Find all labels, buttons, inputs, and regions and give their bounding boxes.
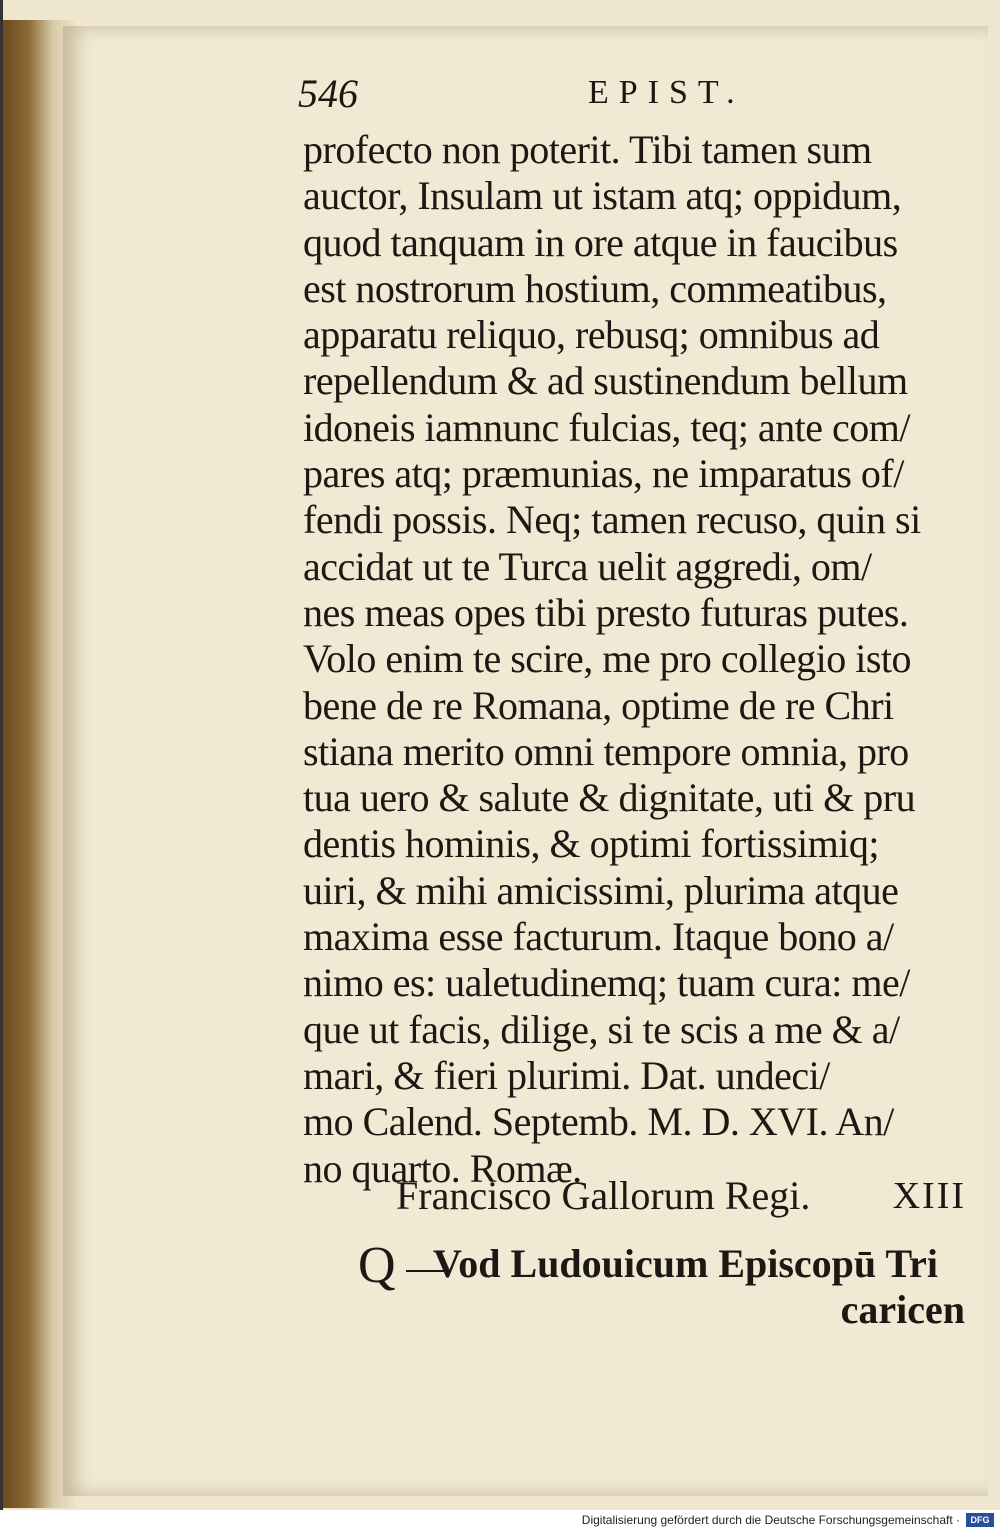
text-line: idoneis iamnunc fulcias, teq; ante com/ [303, 404, 910, 450]
text-line: fendi possis. Neq; tamen recuso, quin si [303, 497, 921, 543]
dfg-logo: DFG [966, 1513, 994, 1527]
incipit-text: Vod Ludouicum Episcopū Tri [433, 1241, 939, 1286]
initial-letter: Q [358, 1237, 396, 1294]
text-line: dentis hominis, & optimi fortissimiq; [303, 821, 879, 867]
incipit-continuation: caricen [840, 1287, 965, 1332]
text-line: accidat ut te Turca uelit aggredi, om/ [303, 543, 872, 589]
text-line: profecto non poterit. Tibi tamen sum [303, 127, 872, 172]
text-line: maxima esse facturum. Itaque bono a/ [303, 914, 894, 960]
text-line: stiana merito omni tempore omnia, pro [303, 728, 909, 774]
text-line: nes meas opes tibi presto futuras putes. [303, 589, 909, 635]
text-line: mo Calend. Septemb. M. D. XVI. An/ [303, 1099, 894, 1145]
text-line: tua uero & salute & dignitate, uti & pru [303, 775, 916, 821]
footer-bar [0, 1510, 1000, 1532]
letter-recipient: Francisco Gallorum Regi. [396, 1173, 811, 1218]
footer-credit: Digitalisierung gefördert durch die Deutsche Forschungsgemeinschaft · [581, 1513, 960, 1527]
letter-number: XIII [892, 1175, 966, 1217]
page-header-title: EPIST. [588, 74, 745, 111]
text-line: pares atq; præmunias, ne imparatus of/ [303, 451, 904, 497]
text-line: quod tanquam in ore atque in faucibus [303, 219, 898, 265]
text-line: auctor, Insulam ut istam atq; oppidum, [303, 173, 902, 219]
text-line: est nostrorum hostium, commeatibus, [303, 265, 887, 311]
letter-incipit [358, 1237, 973, 1332]
text-line: apparatu reliquo, rebusq; omnibus ad [303, 312, 880, 358]
text-line: Volo enim te scire, me pro collegio isto [303, 636, 912, 682]
running-head [298, 70, 958, 120]
letter-heading [396, 1172, 976, 1228]
text-line: bene de re Romana, optime de re Chri [303, 682, 894, 728]
text-line: no quarto. Romæ. [303, 1145, 582, 1191]
text-line: repellendum & ad sustinendum bellum [303, 358, 908, 404]
text-line: mari, & fieri plurimi. Dat. undeci/ [303, 1052, 830, 1098]
page-number: 546 [298, 71, 358, 116]
letter-body [303, 127, 973, 1192]
text-line: que ut facis, dilige, si te scis a me & a/ [303, 1006, 900, 1052]
text-line: uiri, & mihi amicissimi, plurima atque [303, 867, 899, 913]
text-line: nimo es: ualetudinemq; tuam cura: me/ [303, 960, 910, 1006]
